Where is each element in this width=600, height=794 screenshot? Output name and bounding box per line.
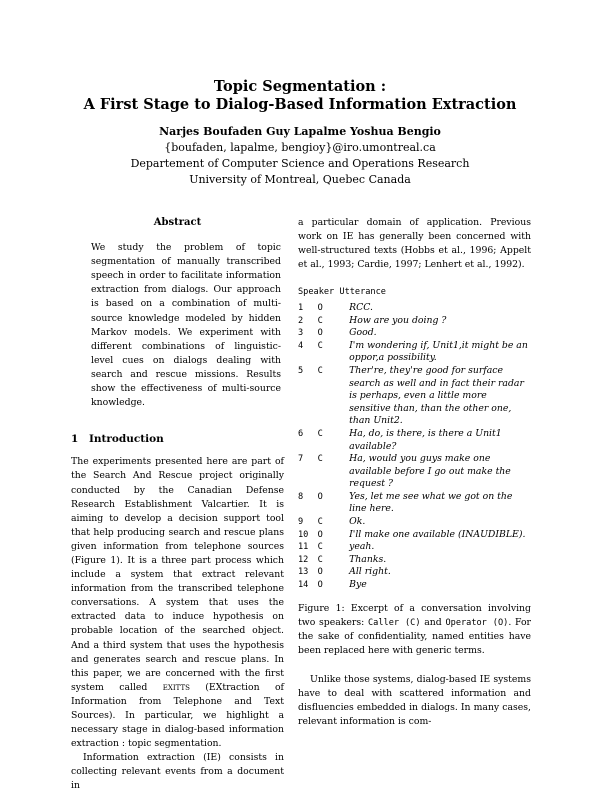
dialog-utterance: yeah.: [349, 541, 375, 553]
caption-and: and: [424, 616, 442, 628]
dialog-speaker: C: [317, 340, 323, 351]
author-department: Departement of Computer Science and Operations Research: [130, 157, 470, 170]
dialog-header: Speaker Utterance: [298, 287, 386, 298]
dialog-turn-number: 4: [298, 340, 304, 351]
caption-text-a: Figure 1: Excerpt of a conversation involving two speakers:: [298, 602, 531, 628]
dialog-speaker: O: [317, 567, 323, 578]
dialog-row: [298, 529, 531, 542]
dialog-utterance: RCC.: [349, 301, 373, 313]
dialog-turn-number: 10: [298, 529, 309, 540]
dialog-turn-number: 8: [298, 491, 304, 502]
dialog-speaker: O: [317, 302, 323, 313]
dialog-excerpt: [298, 286, 531, 591]
dialog-rows: [298, 302, 531, 592]
abstract-heading: Abstract: [153, 217, 202, 228]
dialog-row: [298, 554, 531, 567]
dialog-turn-number: 14: [298, 580, 309, 591]
dialog-row: [298, 327, 531, 340]
dialog-utterance: Ha, would you guys make one available before I go out make the request ?: [349, 453, 511, 490]
dialog-turn-number: 11: [298, 542, 309, 553]
author-university: University of Montreal, Quebec Canada: [189, 173, 411, 186]
title-line-1: Topic Segmentation :: [213, 78, 387, 95]
dialog-utterance: Bye: [349, 579, 367, 591]
dialog-row: [298, 428, 531, 453]
intro-paragraph-2: Information extraction (IE) consists in collecting relevant events from a document in: [71, 752, 284, 792]
dialog-speaker: O: [317, 491, 323, 502]
dialog-speaker: O: [317, 529, 323, 540]
dialog-utterance: Ther're, they're good for surface search as well and in fact their radar is perhaps, even a little more sensitive than, than the other one, than Unit2.: [349, 364, 524, 427]
dialog-turn-number: 7: [298, 454, 304, 465]
dialog-turn-number: 6: [298, 428, 304, 439]
right-paragraph-2: Unlike those systems, dialog-based IE systems have to deal with scattered information and disfluencies embedded in dialogs. In many cases, relevant information is com-: [298, 674, 531, 728]
abstract-text: We study the problem of topic segmentation of manually transcribed speech in order to facilitate information extraction from dialogs. Our approach is based on a combination of multi-source knowledge modeled by hidden Markov models. We experiment with different combinations of linguistic-level cues on dialogs dealing with search and rescue missions. Results show the effectiveness of multi-source knowledge.: [91, 242, 281, 409]
dialog-utterance: Ha, do, is there, is there a Unit1 available?: [349, 427, 502, 452]
dialog-turn-number: 12: [298, 554, 309, 565]
right-paragraph-1: a particular domain of application. Previous work on IE has generally been concerned with well-structured texts (Hobbs et al., 1996; Appelt et al., 1993; Cardie, 1997; Lenhert et al., 1992).: [298, 217, 531, 271]
dialog-speaker: C: [317, 517, 323, 528]
dialog-speaker: O: [317, 580, 323, 591]
dialog-row: [298, 541, 531, 554]
figure-caption: [298, 602, 531, 658]
dialog-speaker: C: [317, 365, 323, 376]
dialog-row: [298, 340, 531, 365]
dialog-turn-number: 2: [298, 315, 304, 326]
dialog-row: [298, 365, 531, 428]
dialog-utterance: Ok.: [349, 516, 366, 528]
section-title: Introduction: [89, 433, 164, 446]
dialog-speaker: C: [317, 454, 323, 465]
dialog-utterance: I'm wondering if, Unit1,it might be an oppor,a possibility.: [349, 339, 528, 364]
author-emails: {boufaden, lapalme, bengioy}@iro.umontreal.ca: [164, 141, 436, 154]
caption-caller: Caller (C): [368, 617, 421, 628]
dialog-utterance: Good.: [349, 327, 377, 339]
dialog-speaker: C: [317, 315, 323, 326]
dialog-turn-number: 5: [298, 365, 304, 376]
dialog-row: [298, 302, 531, 315]
dialog-row: [298, 566, 531, 579]
dialog-row: [298, 516, 531, 529]
paper-title: [0, 78, 600, 114]
dialog-utterance: How are you doing ?: [349, 314, 447, 326]
dialog-utterance: Thanks.: [349, 553, 387, 565]
author-names: Narjes Boufaden Guy Lapalme Yoshua Bengio: [159, 125, 441, 138]
intro-p1-text-b: (EXtraction of Information from Telephone and Text Sources). In particular, we highlight a necessary stage in dialog-based information extraction : topic segmentation.: [71, 681, 284, 750]
dialog-turn-number: 13: [298, 567, 309, 578]
dialog-speaker: O: [317, 328, 323, 339]
dialog-utterance: Yes, let me see what we got on the line here.: [349, 490, 513, 515]
dialog-speaker: C: [317, 554, 323, 565]
dialog-utterance: I'll make one available (INAUDIBLE).: [349, 528, 526, 540]
right-column: [298, 216, 531, 739]
dialog-row: [298, 453, 531, 491]
intro-p1-text-a: The experiments presented here are part of the Search And Rescue project originally conducted by the Canadian Defense Research Establishment Valcartier. It is aiming to develop a decision support tool that help producing search and rescue plans given information from telephone sources (Figure 1). It is a three part process which include a system that extract relevant information from the transcribed telephone conversations. A system that uses the extracted data to induce hypothesis on probable location of the searched object. And a third system that uses the hypothesis and generates search and rescue plans. In this paper, we are concerned with the first system called: [71, 456, 284, 693]
dialog-turn-number: 3: [298, 328, 304, 339]
intro-paragraph-1: [71, 455, 284, 751]
dialog-row: [298, 315, 531, 328]
section-number: 1: [71, 433, 79, 446]
dialog-speaker: C: [317, 542, 323, 553]
dialog-row: [298, 491, 531, 516]
dialog-turn-number: 9: [298, 517, 304, 528]
author-block: [0, 124, 600, 188]
title-line-2: A First Stage to Dialog-Based Information Extraction: [83, 96, 517, 113]
exitts-acronym: exitts: [162, 681, 190, 693]
section-heading-introduction: [71, 432, 284, 446]
dialog-turn-number: 1: [298, 302, 304, 313]
caption-operator: Operator (O): [445, 617, 509, 628]
left-column: [71, 216, 284, 794]
dialog-row: [298, 579, 531, 592]
caption-text-b: . For the sake of confidentiality, named entities have been replaced here with generic terms.: [298, 616, 531, 656]
dialog-speaker: C: [317, 428, 323, 439]
dialog-utterance: All right.: [349, 566, 391, 578]
